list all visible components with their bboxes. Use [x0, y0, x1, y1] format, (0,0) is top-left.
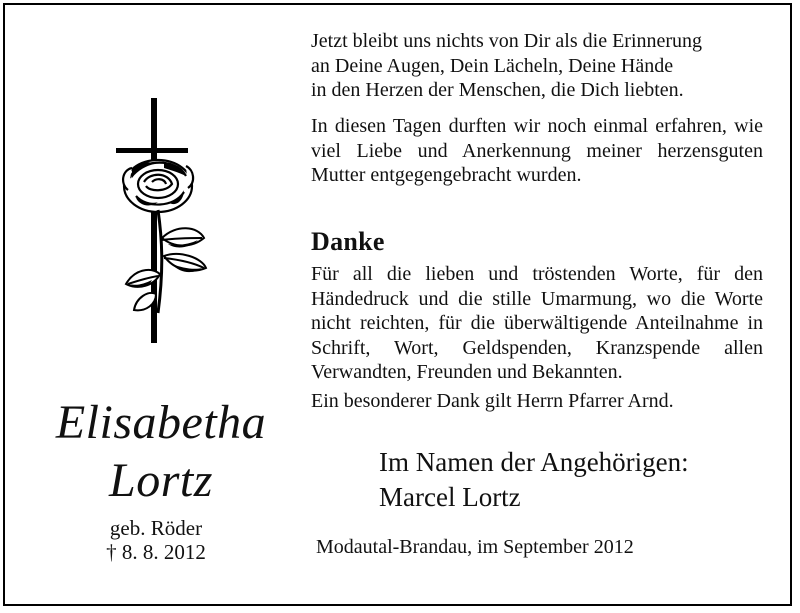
intro-paragraph: In diesen Tagen durften wir noch einmal erfahren, wie viel Liebe und Anerkennung meiner herzensguten Mutter entgegengebracht wurden. [311, 115, 763, 186]
poem-line: Jetzt bleibt uns nichts von Dir als die Erinnerung [311, 30, 703, 52]
deceased-column [6, 8, 292, 604]
deceased-last-name: Lortz [109, 454, 213, 507]
poem-line: in den Herzen der Menschen, die Dich liebten. [311, 79, 684, 101]
thanks-heading: Danke [311, 227, 385, 256]
cross-with-rose-icon [106, 98, 216, 368]
signature-line-2: Marcel Lortz [379, 482, 521, 512]
birth-name: geb. Röder [109, 516, 203, 540]
thanks-paragraph: Für all die lieben und tröstenden Worte, für den Händedruck und die stille Umarmung, wo die Worte nicht reichten, für die überwältigende Anteilnahme in Schrift, Wort, Geldspenden, Kranzspende allen Verwandten, Freunden und Bekannten. [311, 263, 763, 383]
place-date: Modautal-Brandau, im September 2012 [316, 536, 634, 558]
death-date: † 8. 8. 2012 [106, 540, 206, 564]
poem-line: an Deine Augen, Dein Lächeln, Deine Hände [311, 54, 674, 77]
deceased-first-name: Elisabetha [55, 396, 267, 449]
poem [311, 29, 763, 103]
signature-line-1: Im Namen der Angehörigen: [379, 447, 689, 477]
special-thanks: Ein besonderer Dank gilt Herrn Pfarrer Arnd. [311, 390, 674, 412]
